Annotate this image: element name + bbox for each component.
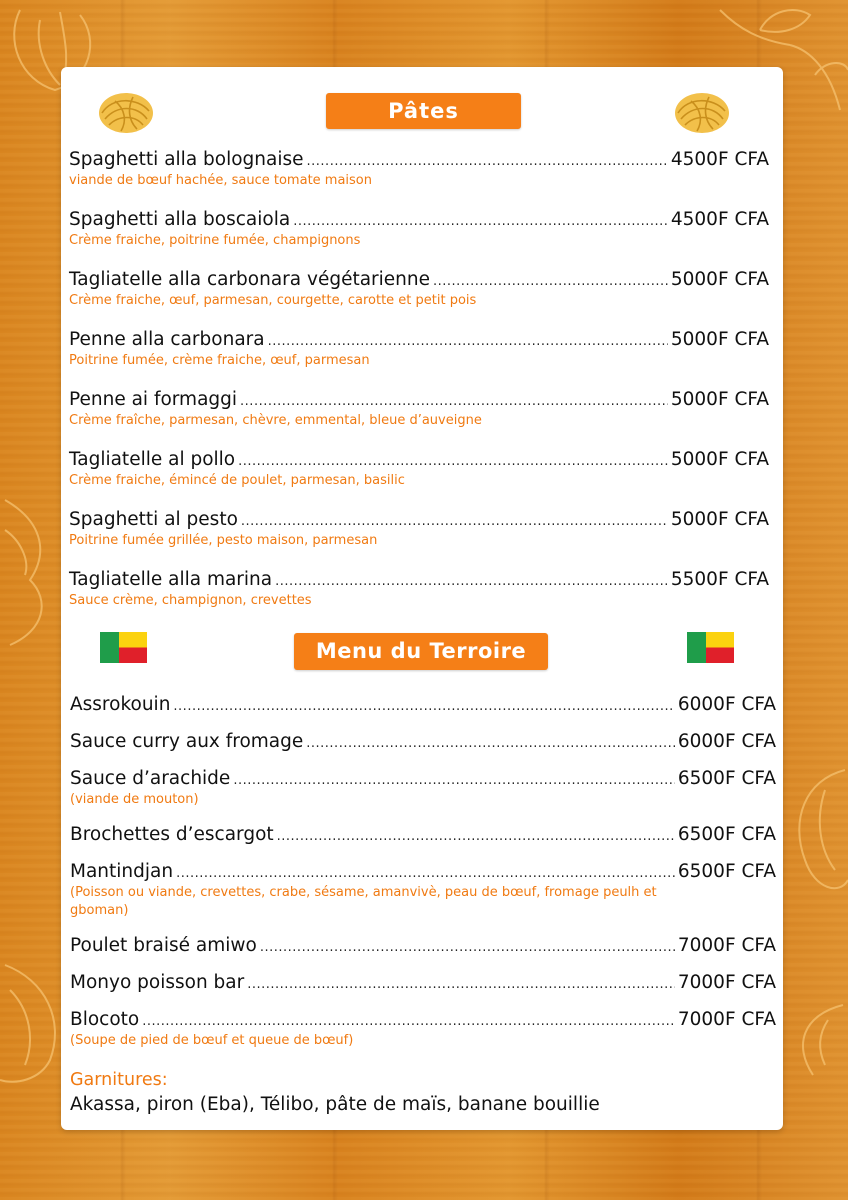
menu-item <box>69 269 769 310</box>
menu-item <box>69 449 769 490</box>
menu-item <box>70 972 776 994</box>
menu-item <box>70 1009 776 1050</box>
item-price: 7000F CFA <box>677 1009 776 1030</box>
menu-item <box>69 149 769 190</box>
item-name: Monyo poisson bar <box>70 972 245 993</box>
benin-flag-left-icon <box>100 632 147 663</box>
menu-item <box>69 569 769 610</box>
menu-item <box>70 935 776 957</box>
item-description: (viande de mouton) <box>70 792 199 807</box>
item-name: Spaghetti alla boscaiola <box>69 209 291 230</box>
item-name: Spaghetti al pesto <box>69 509 238 530</box>
item-description: (Poisson ou viande, crevettes, crabe, sésame, amanvivè, peau de bœuf, fromage peulh et gboman) <box>70 885 657 918</box>
item-name: Sauce d’arachide <box>70 768 231 789</box>
item-price: 7000F CFA <box>677 935 776 956</box>
item-price: 4500F CFA <box>670 209 769 230</box>
pasta-nest-left-icon <box>97 87 155 135</box>
item-name: Penne ai formaggi <box>69 389 238 410</box>
menu-item <box>69 509 769 550</box>
menu-item <box>70 731 776 753</box>
menu-item <box>70 768 776 809</box>
menu-item <box>70 861 776 920</box>
item-description: Sauce crème, champignon, crevettes <box>69 593 312 608</box>
item-price: 5000F CFA <box>670 329 769 350</box>
item-price: 5000F CFA <box>670 389 769 410</box>
item-description: Crème fraiche, émincé de poulet, parmesan, basilic <box>69 473 405 488</box>
item-description: Poitrine fumée grillée, pesto maison, parmesan <box>69 533 378 548</box>
item-price: 5000F CFA <box>670 509 769 530</box>
item-price: 5000F CFA <box>670 269 769 290</box>
item-price: 5500F CFA <box>670 569 769 590</box>
pasta-nest-right-icon <box>673 87 731 135</box>
item-price: 6000F CFA <box>677 731 776 752</box>
menu-item <box>69 209 769 250</box>
garnitures-title: Garnitures: <box>70 1070 168 1090</box>
onion-sketch-bottom-icon <box>0 960 70 1090</box>
menu-item <box>69 329 769 370</box>
item-description: viande de bœuf hachée, sauce tomate maison <box>69 173 372 188</box>
item-name: Penne alla carbonara <box>69 329 265 350</box>
item-price: 7000F CFA <box>677 972 776 993</box>
item-price: 6000F CFA <box>677 694 776 715</box>
item-description: Poitrine fumée, crème fraiche, œuf, parmesan <box>69 353 370 368</box>
item-price: 6500F CFA <box>677 824 776 845</box>
menu-item <box>70 694 776 716</box>
leaf-sketch-right-icon <box>783 1000 848 1080</box>
item-price: 6500F CFA <box>677 768 776 789</box>
item-name: Poulet braisé amiwo <box>70 935 257 956</box>
item-description: (Soupe de pied de bœuf et queue de bœuf) <box>70 1033 354 1048</box>
item-price: 5000F CFA <box>670 449 769 470</box>
section-title-terroir: Menu du Terroire <box>294 633 548 670</box>
item-name: Sauce curry aux fromage <box>70 731 304 752</box>
item-name: Blocoto <box>70 1009 140 1030</box>
item-name: Tagliatelle alla marina <box>69 569 273 590</box>
menu-item <box>69 389 769 430</box>
garnitures-text: Akassa, piron (Eba), Télibo, pâte de maïs, banane bouillie <box>70 1094 600 1115</box>
item-description: Crème fraîche, parmesan, chèvre, emmental, bleue d’auveigne <box>69 413 482 428</box>
item-price: 4500F CFA <box>670 149 769 170</box>
section-title-pates: Pâtes <box>326 93 521 129</box>
item-description: Crème fraiche, œuf, parmesan, courgette, carotte et petit pois <box>69 293 477 308</box>
item-name: Spaghetti alla bolognaise <box>69 149 304 170</box>
menu-card <box>61 67 783 1130</box>
item-name: Assrokouin <box>70 694 171 715</box>
item-description: Crème fraiche, poitrine fumée, champignons <box>69 233 361 248</box>
item-name: Tagliatelle al pollo <box>69 449 236 470</box>
item-name: Mantindjan <box>70 861 174 882</box>
benin-flag-right-icon <box>687 632 734 663</box>
item-name: Brochettes d’escargot <box>70 824 274 845</box>
item-name: Tagliatelle alla carbonara végétarienne <box>69 269 431 290</box>
leaf-sketch-icon <box>0 490 60 650</box>
menu-item <box>70 824 776 846</box>
pumpkin-sketch-icon <box>785 760 848 900</box>
item-price: 6500F CFA <box>677 861 776 882</box>
